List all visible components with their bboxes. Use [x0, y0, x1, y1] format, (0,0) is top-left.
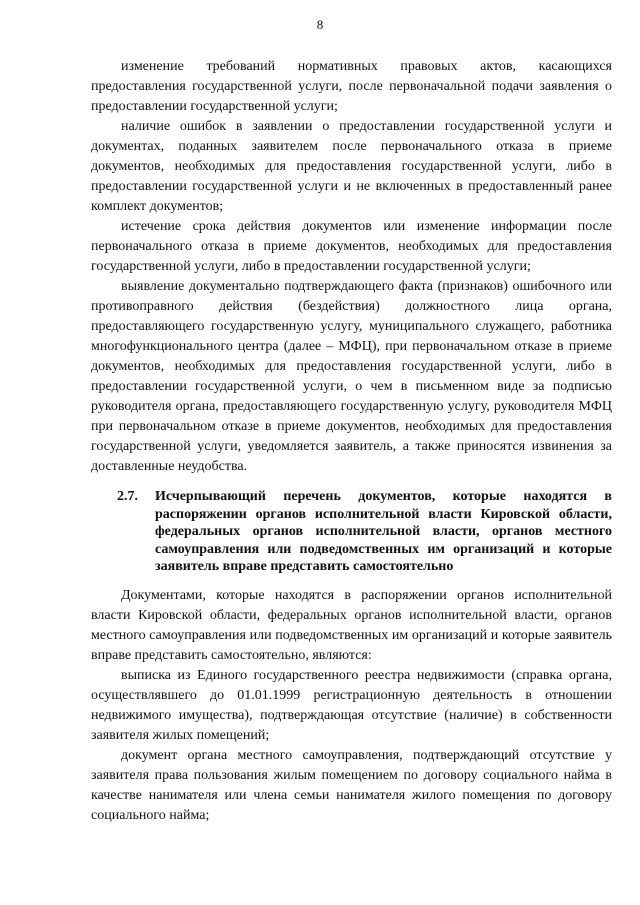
paragraph: выявление документально подтверждающего факта (признаков) ошибочного или противоправного действия (бездействия) должностного лица органа, предоставляющего государственную услугу, муниципального служащего, работника многофункционального центра (далее – МФЦ), при первоначальном отказе в приеме документов, необходимых для предоставления государственной услуги, либо в предоставлении государственной услуги, о чем в письменном виде за подписью руководителя органа, предоставляющего государственную услугу, руководителя МФЦ при первоначальном отказе в приеме документов, необходимых для предоставления государственной услуги, уведомляется заявитель, а также приносятся извинения за доставленные неудобства. [91, 279, 612, 474]
body-text-bottom [91, 586, 612, 826]
section-number: 2.7. [117, 489, 138, 504]
page-number: 8 [316, 17, 324, 32]
paragraph: документ органа местного самоуправления, подтверждающий отсутствие у заявителя права пользования жилым помещением по договору социального найма в качестве нанимателя или члена семьи нанимателя жилого помещения по договору социального найма; [91, 748, 612, 823]
paragraph: истечение срока действия документов или изменение информации после первоначального отказа в приеме документов, необходимых для предоставления государственной услуги, либо в предоставлении государственной услуги; [91, 219, 612, 274]
section-title: Исчерпывающий перечень документов, которые находятся в распоряжении органов исполнительной власти Кировской области, федеральных органов исполнительной власти, органов местного самоуправления или подведомственных им организаций и которые заявитель вправе представить самостоятельно [155, 489, 612, 575]
paragraph: Документами, которые находятся в распоряжении органов исполнительной власти Кировской области, федеральных органов исполнительной власти, органов местного самоуправления или подведомственных им организаций и которые заявитель вправе представить самостоятельно, являются: [91, 588, 612, 663]
body-text-top [91, 57, 612, 477]
paragraph: изменение требований нормативных правовых актов, касающихся предоставления государственной услуги, после первоначальной подачи заявления о предоставлении государственной услуги; [91, 59, 612, 114]
paragraph: наличие ошибок в заявлении о предоставлении государственной услуги и документах, поданных заявителем после первоначального отказа в приеме документов, необходимых для предоставления государственной услуги, либо в предоставлении государственной услуги и не включенных в предоставленный ранее комплект документов; [91, 119, 612, 214]
paragraph: выписка из Единого государственного реестра недвижимости (справка органа, осуществлявшего до 01.01.1999 регистрационную деятельность в отношении недвижимого имущества), подтверждающая отсутствие (наличие) в собственности заявителя жилых помещений; [91, 668, 612, 743]
